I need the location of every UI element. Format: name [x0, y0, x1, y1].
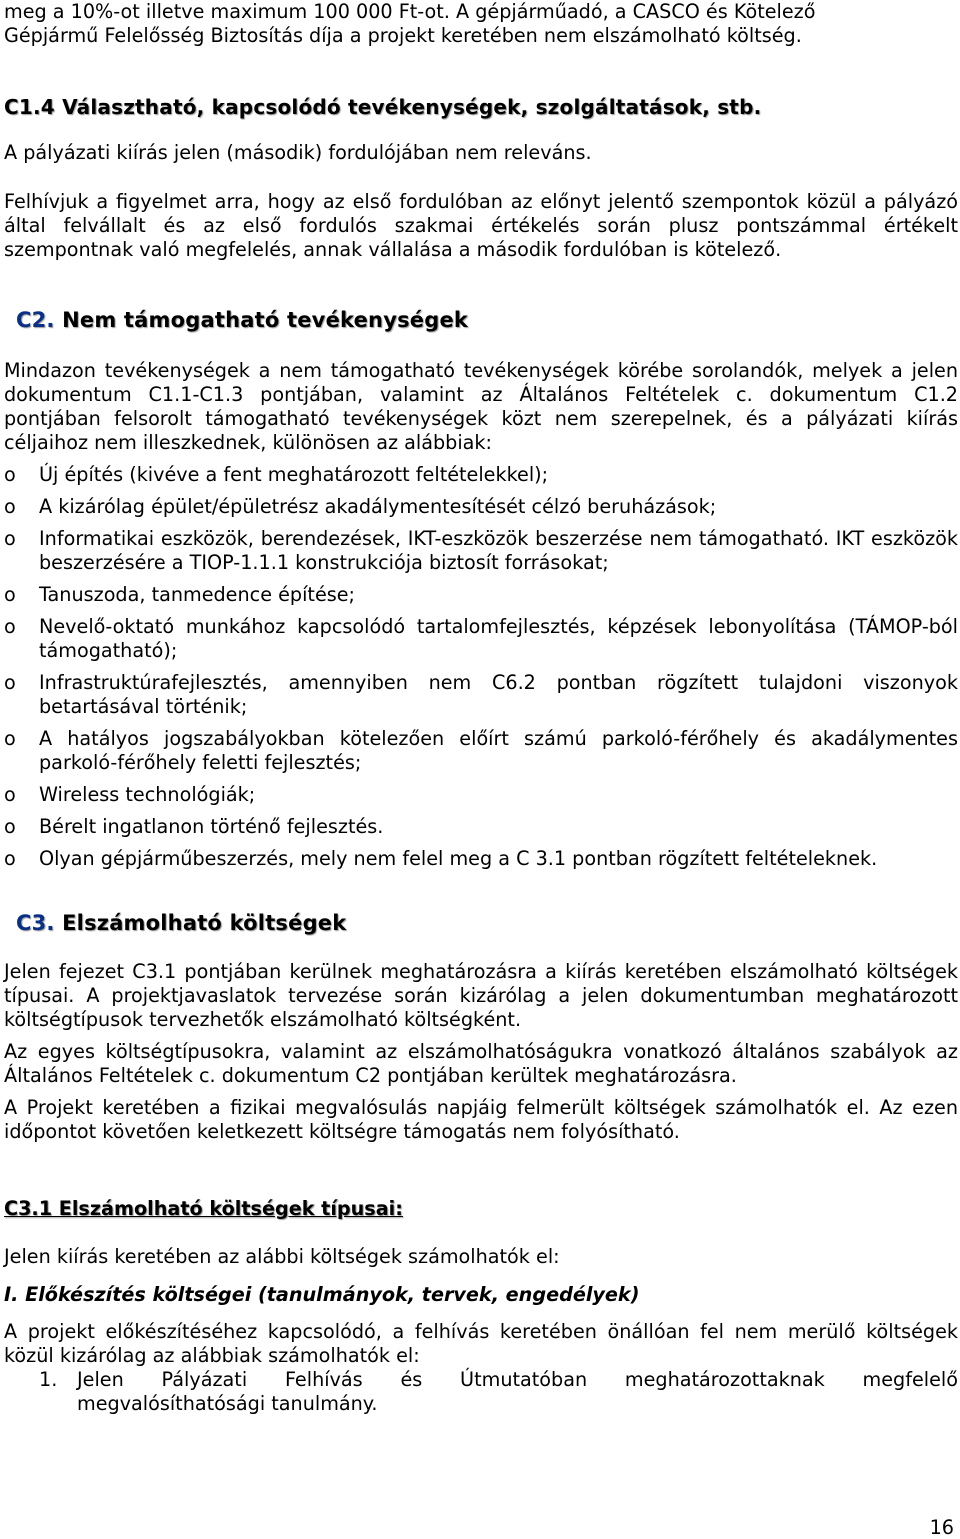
list-item [4, 727, 958, 775]
list-item [4, 527, 958, 575]
section-heading-c3 [16, 908, 958, 938]
bullet-marker: o [4, 847, 16, 870]
list-item-text: A kizárólag épület/épületrész akadálymentesítését célzó beruházások; [39, 495, 717, 518]
list-item [4, 671, 958, 719]
c3-paragraph-1: Jelen fejezet C3.1 pontjában kerülnek meghatározásra a kiírás keretében elszámolható költségek típusai. A projektjavaslatok tervezése során kizárólag a jelen dokumentumban meghatározott költségtípusok tervezhetők elszámolható költségként. [4, 960, 958, 1031]
c3-number: C3. [16, 911, 55, 935]
list-item-text: Nevelő-oktató munkához kapcsolódó tartalomfejlesztés, képzések lebonyolítása (TÁMOP-ból támogatható); [39, 615, 958, 662]
numbered-list-item [4, 1368, 958, 1416]
intro-line-1: meg a 10%-ot illetve maximum 100 000 Ft-ot. A gépjárműadó, a CASCO és Kötelező [4, 0, 816, 23]
bullet-marker: o [4, 783, 16, 806]
section-heading-c2 [16, 305, 958, 335]
bullet-marker: o [4, 615, 16, 638]
list-item-text: Olyan gépjárműbeszerzés, mely nem felel meg a C 3.1 pontban rögzített feltételeknek. [39, 847, 878, 870]
c2-intro: Mindazon tevékenységek a nem támogatható tevékenységek körébe sorolandók, melyek a jelen dokumentum C1.1-C1.3 pontjában, valamint az Általános Feltételek c. dokumentum C1.2 pontjában felsorolt támogatható tevékenységek közt nem szerepelnek, és a pályázati kiírás céljaihoz nem illeszkednek, különösen az alábbiak: [4, 359, 958, 454]
not-supported-list [4, 463, 958, 871]
list-item-text: Tanuszoda, tanmedence építése; [39, 583, 356, 606]
list-item-text: Új építés (kivéve a fent meghatározott feltételekkel); [39, 463, 549, 486]
list-item [4, 783, 958, 807]
c14-note: Felhívjuk a figyelmet arra, hogy az első fordulóban az előnyt jelentő szempontok közül a pályázó által felvállalt és az első fordulós szakmai értékelés során plusz pontszámmal értékelt szempontnak való megfelelés, annak vállalása a második fordulóban is kötelező. [4, 190, 958, 261]
preparation-costs-text: A projekt előkészítéséhez kapcsolódó, a felhívás keretében önállóan fel nem merülő költségek közül kizárólag az alábbiak számolhatók el: [4, 1320, 958, 1367]
bullet-marker: o [4, 727, 16, 750]
list-item-text: Wireless technológiák; [39, 783, 256, 806]
page-number: 16 [929, 1516, 954, 1539]
item-text: Jelen Pályázati Felhívás és Útmutatóban meghatározottaknak megfelelő megvalósíthatósági tanulmány. [77, 1368, 958, 1415]
intro-paragraph [4, 0, 958, 48]
bullet-marker: o [4, 815, 16, 838]
c3-paragraph-3: A Projekt keretében a fizikai megvalósulás napjáig felmerült költségek számolhatók el. Az ezen időpontot követően keletkezett költségre támogatás nem folyósítható. [4, 1096, 958, 1143]
list-item [4, 495, 958, 519]
c31-text: Jelen kiírás keretében az alábbi költségek számolhatók el: [4, 1245, 560, 1268]
bullet-marker: o [4, 527, 16, 550]
bullet-marker: o [4, 495, 16, 518]
list-item-text: Bérelt ingatlanon történő fejlesztés. [39, 815, 384, 838]
c31-heading-text: C3.1 Elszámolható költségek típusai: [4, 1197, 403, 1220]
cost-types-list [4, 1368, 958, 1416]
list-item [4, 615, 958, 663]
c3-paragraph-2: Az egyes költségtípusokra, valamint az elszámolhatóságukra vonatkozó általános szabályok az Általános Feltételek c. dokumentum C2 pontjában kerültek meghatározásra. [4, 1040, 958, 1087]
bullet-marker: o [4, 583, 16, 606]
c14-text: A pályázati kiírás jelen (második) fordulójában nem releváns. [4, 141, 592, 164]
list-item-text: A hatályos jogszabályokban kötelezően előírt számú parkoló-férőhely és akadálymentes parkoló-férőhely feletti fejlesztés; [39, 727, 958, 774]
c3-title: Elszámolható költségek [62, 911, 347, 935]
preparation-costs-heading: I. Előkészítés költségei (tanulmányok, tervek, engedélyek) [4, 1283, 640, 1306]
section-heading-c14: C1.4 Választható, kapcsolódó tevékenységek, szolgáltatások, stb. [4, 95, 762, 119]
list-item [4, 847, 958, 871]
list-item [4, 815, 958, 839]
item-number: 1. [39, 1368, 58, 1391]
list-item-text: Infrastruktúrafejlesztés, amennyiben nem C6.2 pontban rögzített tulajdoni viszonyok betartásával történik; [39, 671, 958, 718]
c2-number: C2. [16, 308, 55, 332]
bullet-marker: o [4, 463, 16, 486]
c2-title: Nem támogatható tevékenységek [62, 308, 469, 332]
section-heading-c31 [4, 1197, 958, 1220]
list-item-text: Informatikai eszközök, berendezések, IKT-eszközök beszerzése nem támogatható. IKT eszközök beszerzésére a TIOP-1.1.1 konstrukciója biztosít forrásokat; [39, 527, 958, 574]
intro-line-2: Gépjármű Felelősség Biztosítás díja a projekt keretében nem elszámolható költség. [4, 24, 802, 47]
list-item [4, 463, 958, 487]
document-page [4, 0, 958, 1416]
list-item [4, 583, 958, 607]
bullet-marker: o [4, 671, 16, 694]
